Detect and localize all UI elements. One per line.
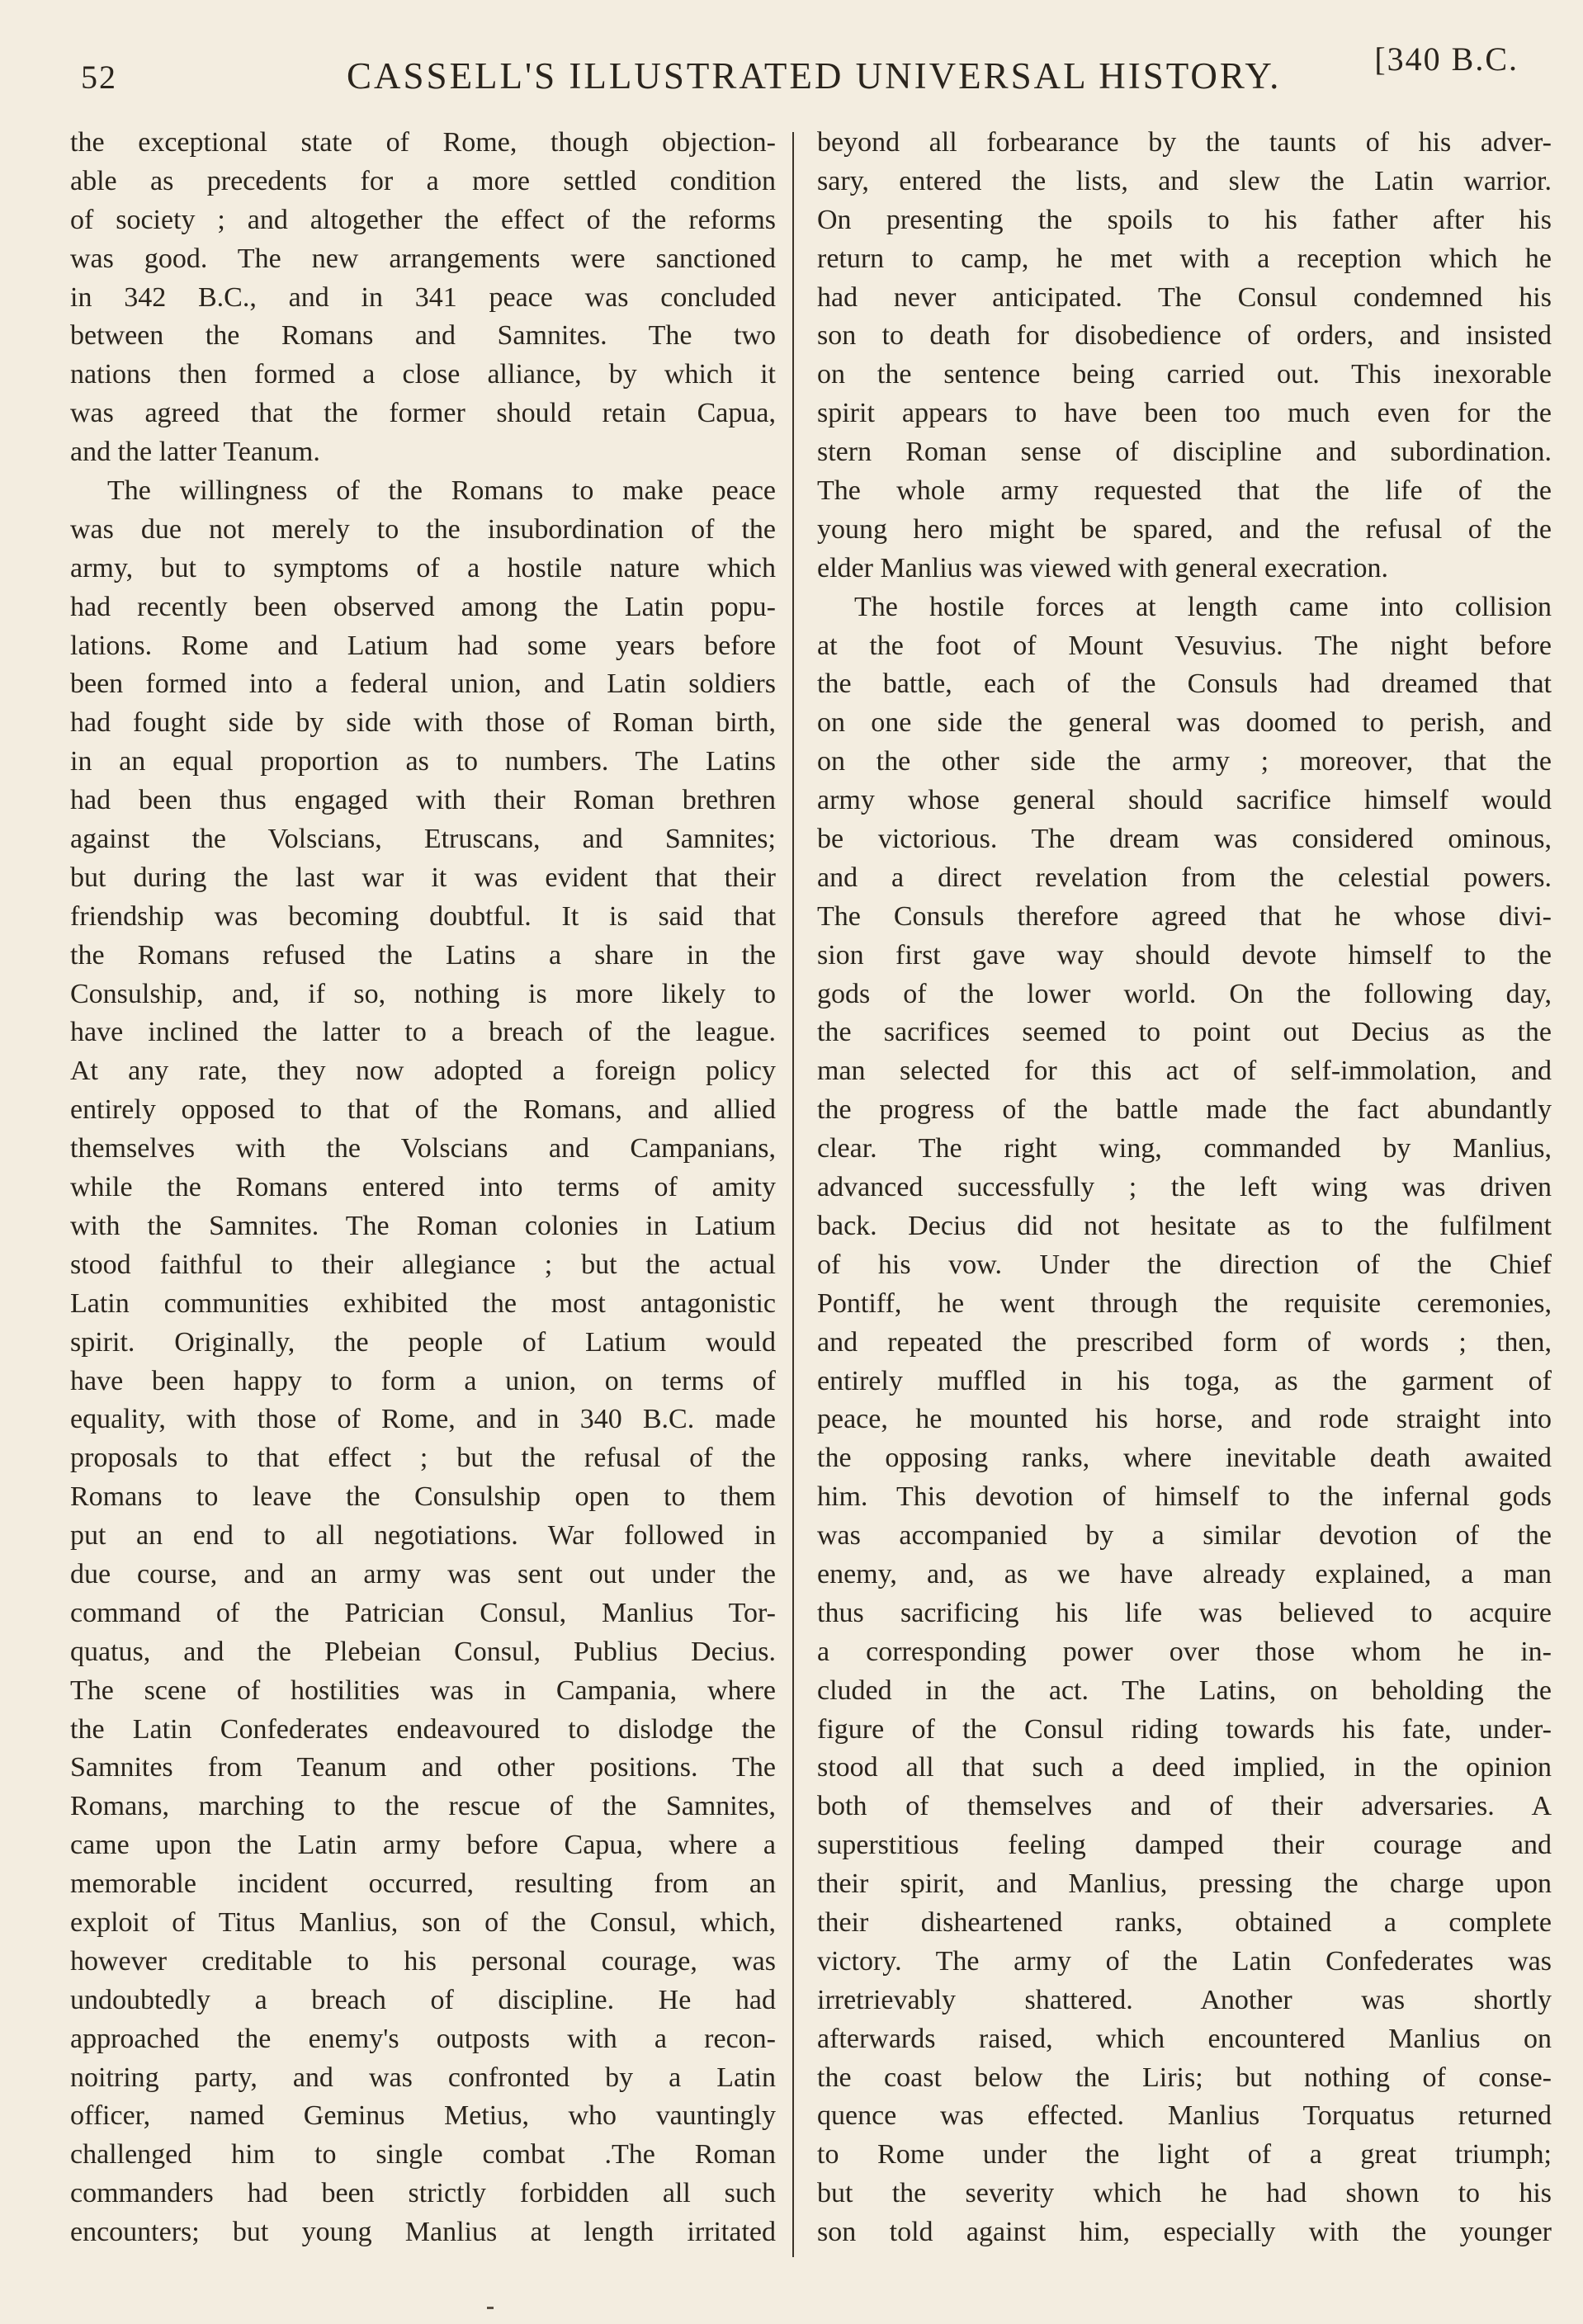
text-line: due course, and an army was sent out under the xyxy=(70,1558,776,1589)
text-line: noitring party, and was confronted by a Latin xyxy=(70,2062,776,2093)
text-line: the battle, each of the Consuls had dreamed that xyxy=(817,668,1552,700)
text-line: had recently been observed among the Latin popu- xyxy=(70,591,776,622)
text-line: figure of the Consul riding towards his fate, under- xyxy=(817,1713,1552,1745)
text-line: a corresponding power over those whom he in- xyxy=(817,1636,1552,1667)
text-line: nations then formed a close alliance, by which it xyxy=(70,359,776,390)
text-line: stern Roman sense of discipline and subordination. xyxy=(817,437,1552,468)
text-line: The scene of hostilities was in Campania, where xyxy=(70,1675,776,1706)
text-line: young hero might be spared, and the refusal of the xyxy=(817,513,1552,545)
text-line: on the sentence being carried out. This inexorable xyxy=(817,359,1552,390)
text-line: The willingness of the Romans to make peace xyxy=(107,475,776,507)
text-line: beyond all forbearance by the taunts of his adver- xyxy=(817,127,1552,158)
text-line: spirit appears to have been too much even for the xyxy=(817,398,1552,429)
text-line: afterwards raised, which encountered Manlius on xyxy=(817,2023,1552,2054)
text-line: in 342 B.C., and in 341 peace was concluded xyxy=(70,281,776,313)
text-line: friendship was becoming doubtful. It is said that xyxy=(70,900,776,932)
header-date: [340 B.C. xyxy=(1374,40,1519,78)
text-line: command of the Patrician Consul, Manlius Tor- xyxy=(70,1597,776,1628)
text-line: entirely muffled in his toga, as the garment of xyxy=(817,1365,1552,1396)
column-divider xyxy=(792,132,794,2257)
text-line: clear. The right wing, commanded by Manlius, xyxy=(817,1133,1552,1164)
text-line: on one side the general was doomed to perish, and xyxy=(817,707,1552,739)
text-line: sary, entered the lists, and slew the Latin warrior. xyxy=(817,165,1552,196)
text-line: quence was effected. Manlius Torquatus returned xyxy=(817,2100,1552,2132)
text-line: to Rome under the light of a great triumph; xyxy=(817,2139,1552,2170)
running-title: CASSELL'S ILLUSTRATED UNIVERSAL HISTORY. xyxy=(347,55,1282,97)
text-line: Romans to leave the Consulship open to them xyxy=(70,1481,776,1513)
text-line: Consulship, and, if so, nothing is more likely to xyxy=(70,978,776,1009)
text-line: have been happy to form a union, on terms of xyxy=(70,1365,776,1396)
text-line: and repeated the prescribed form of words ; then, xyxy=(817,1326,1552,1358)
text-line: on the other side the army ; moreover, that the xyxy=(817,746,1552,777)
text-line: quatus, and the Plebeian Consul, Publius Decius. xyxy=(70,1636,776,1667)
text-line: army, but to symptoms of a hostile nature which xyxy=(70,552,776,583)
text-line: approached the enemy's outposts with a recon- xyxy=(70,2023,776,2054)
text-line: had fought side by side with those of Roman birth, xyxy=(70,707,776,739)
text-line: gods of the lower world. On the following day, xyxy=(817,978,1552,1009)
text-line: themselves with the Volscians and Campanians, xyxy=(70,1133,776,1164)
text-line: in an equal proportion as to numbers. The Latins xyxy=(70,746,776,777)
text-line: their spirit, and Manlius, pressing the charge upon xyxy=(817,1868,1552,1900)
text-line: son told against him, especially with the younger xyxy=(817,2217,1552,2248)
text-line: Pontiff, he went through the requisite ceremonies, xyxy=(817,1287,1552,1319)
text-line: army whose general should sacrifice himself would xyxy=(817,785,1552,816)
text-line: the Romans refused the Latins a share in the xyxy=(70,939,776,971)
text-line: equality, with those of Rome, and in 340 B.C. made xyxy=(70,1404,776,1435)
text-line: Latin communities exhibited the most antagonistic xyxy=(70,1287,776,1319)
text-line: able as precedents for a more settled condition xyxy=(70,165,776,196)
text-line: came upon the Latin army before Capua, where a xyxy=(70,1830,776,1861)
text-line: but during the last war it was evident that their xyxy=(70,862,776,893)
text-line: their disheartened ranks, obtained a complete xyxy=(817,1906,1552,1938)
text-line: be victorious. The dream was considered ominous, xyxy=(817,824,1552,855)
text-line: of his vow. Under the direction of the Chief xyxy=(817,1249,1552,1280)
text-line: enemy, and, as we have already explained, a man xyxy=(817,1558,1552,1589)
text-line: him. This devotion of himself to the infernal gods xyxy=(817,1481,1552,1513)
left-column xyxy=(70,124,776,2252)
text-line: cluded in the act. The Latins, on beholding the xyxy=(817,1675,1552,1706)
text-line: the Latin Confederates endeavoured to dislodge the xyxy=(70,1713,776,1745)
text-line: the sacrifices seemed to point out Decius as the xyxy=(817,1017,1552,1048)
text-line: proposals to that effect ; but the refusal of the xyxy=(70,1443,776,1474)
text-line: had been thus engaged with their Roman brethren xyxy=(70,785,776,816)
text-line: advanced successfully ; the left wing was driven xyxy=(817,1172,1552,1203)
text-line: exploit of Titus Manlius, son of the Consul, which, xyxy=(70,1906,776,1938)
text-line: Samnites from Teanum and other positions. The xyxy=(70,1752,776,1783)
text-line: elder Manlius was viewed with general execration. xyxy=(817,552,1389,583)
text-line: The Consuls therefore agreed that he whose divi- xyxy=(817,900,1552,932)
text-line: return to camp, he met with a reception which he xyxy=(817,243,1552,274)
text-line: the coast below the Liris; but nothing of conse- xyxy=(817,2062,1552,2093)
text-line: entirely opposed to that of the Romans, and allied xyxy=(70,1094,776,1126)
text-line: At any rate, they now adopted a foreign policy xyxy=(70,1056,776,1087)
text-line: the progress of the battle made the fact abundantly xyxy=(817,1094,1552,1126)
text-line: undoubtedly a breach of discipline. He had xyxy=(70,1984,776,2015)
text-line: peace, he mounted his horse, and rode straight into xyxy=(817,1404,1552,1435)
text-line: been formed into a federal union, and Latin soldiers xyxy=(70,668,776,700)
text-line: son to death for disobedience of orders, and insisted xyxy=(817,320,1552,352)
text-line: On presenting the spoils to his father after his xyxy=(817,204,1552,235)
text-line: memorable incident occurred, resulting from an xyxy=(70,1868,776,1900)
footer-mark xyxy=(487,2307,494,2309)
text-line: had never anticipated. The Consul condemned his xyxy=(817,281,1552,313)
text-line: stood faithful to their allegiance ; but the actual xyxy=(70,1249,776,1280)
text-line: back. Decius did not hesitate as to the fulfilment xyxy=(817,1210,1552,1241)
text-line: was agreed that the former should retain Capua, xyxy=(70,398,776,429)
text-line: man selected for this act of self-immolation, and xyxy=(817,1056,1552,1087)
text-line: challenged him to single combat .The Roman xyxy=(70,2139,776,2170)
text-line: however creditable to his personal courage, was xyxy=(70,1945,776,1977)
right-column xyxy=(817,124,1552,2252)
text-line: Romans, marching to the rescue of the Samnites, xyxy=(70,1791,776,1822)
text-line: superstitious feeling damped their courage and xyxy=(817,1830,1552,1861)
page-number: 52 xyxy=(81,59,117,96)
text-line: sion first gave way should devote himself to the xyxy=(817,939,1552,971)
text-line: of society ; and altogether the effect of the reforms xyxy=(70,204,776,235)
text-line: irretrievably shattered. Another was shortly xyxy=(817,1984,1552,2015)
text-line: and the latter Teanum. xyxy=(70,437,320,468)
text-line: spirit. Originally, the people of Latium would xyxy=(70,1326,776,1358)
text-line: between the Romans and Samnites. The two xyxy=(70,320,776,352)
text-line: commanders had been strictly forbidden all such xyxy=(70,2178,776,2209)
text-line: put an end to all negotiations. War followed in xyxy=(70,1520,776,1552)
text-line: but the severity which he had shown to his xyxy=(817,2178,1552,2209)
text-line: was good. The new arrangements were sanctioned xyxy=(70,243,776,274)
text-line: officer, named Geminus Metius, who vauntingly xyxy=(70,2100,776,2132)
text-line: both of themselves and of their adversaries. A xyxy=(817,1791,1552,1822)
text-line: The whole army requested that the life of the xyxy=(817,475,1552,507)
text-line: at the foot of Mount Vesuvius. The night before xyxy=(817,630,1552,661)
text-line: lations. Rome and Latium had some years before xyxy=(70,630,776,661)
text-line: victory. The army of the Latin Confederates was xyxy=(817,1945,1552,1977)
text-line: and a direct revelation from the celestial powers. xyxy=(817,862,1552,893)
page-header xyxy=(66,40,1527,97)
text-line: was accompanied by a similar devotion of the xyxy=(817,1520,1552,1552)
text-line: while the Romans entered into terms of amity xyxy=(70,1172,776,1203)
text-line: encounters; but young Manlius at length irritated xyxy=(70,2217,776,2248)
text-line: stood all that such a deed implied, in the opinion xyxy=(817,1752,1552,1783)
text-line: was due not merely to the insubordination of the xyxy=(70,513,776,545)
text-line: the opposing ranks, where inevitable death awaited xyxy=(817,1443,1552,1474)
text-line: thus sacrificing his life was believed to acquire xyxy=(817,1597,1552,1628)
text-line: against the Volscians, Etruscans, and Samnites; xyxy=(70,824,776,855)
text-line: with the Samnites. The Roman colonies in Latium xyxy=(70,1210,776,1241)
text-line: have inclined the latter to a breach of the league. xyxy=(70,1017,776,1048)
text-line: the exceptional state of Rome, though objection- xyxy=(70,127,776,158)
text-line: The hostile forces at length came into collision xyxy=(854,591,1552,622)
